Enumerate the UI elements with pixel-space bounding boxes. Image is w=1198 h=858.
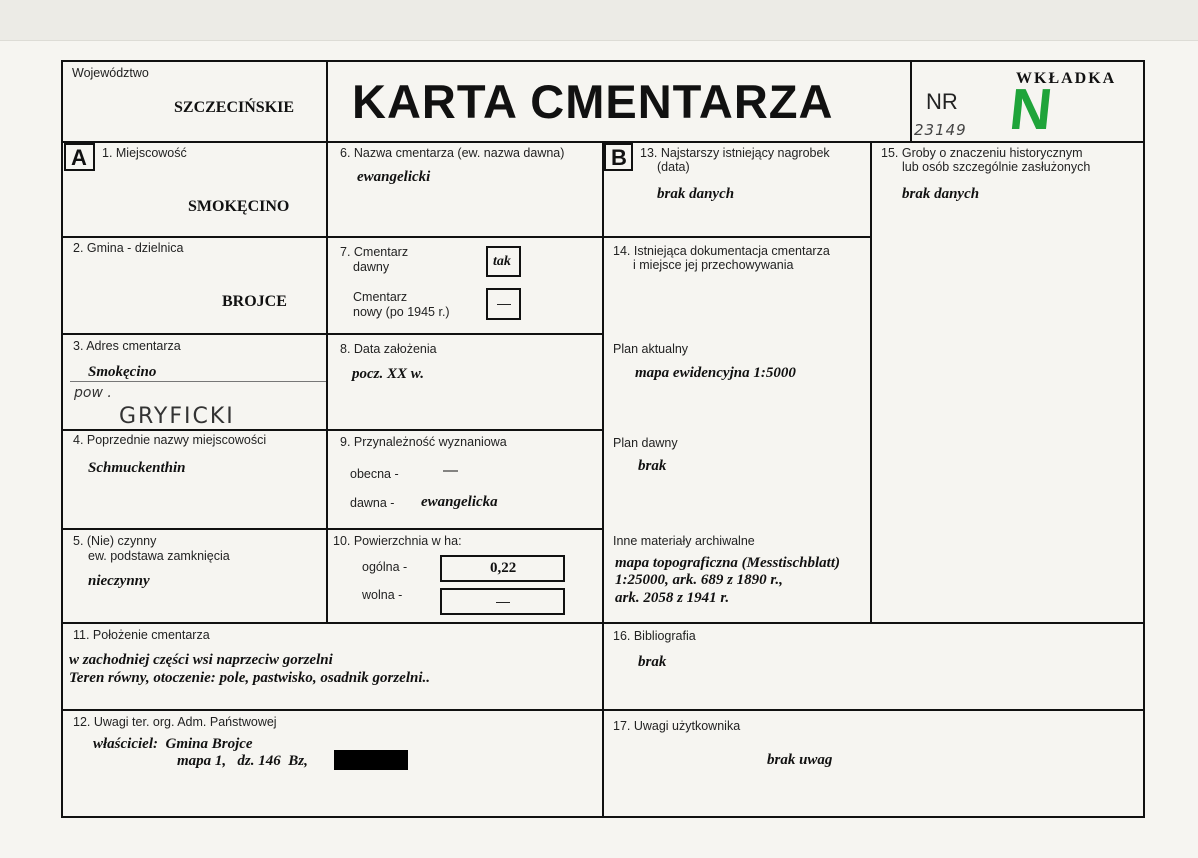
field-15-label: 15. Groby o znaczeniu historycznym <box>881 146 1083 160</box>
field-7-new-box <box>486 288 521 320</box>
field-12-line-2: mapa 1, dz. 146 Bz, <box>177 753 308 769</box>
field-11-line-2: Teren równy, otoczenie: pole, pastwisko, osadnik gorzelni.. <box>69 670 430 686</box>
field-9-former-value: ewangelicka <box>421 494 498 510</box>
redaction-bar <box>334 750 408 770</box>
field-17-label: 17. Uwagi użytkownika <box>613 719 741 733</box>
field-2-label: 2. Gmina - dzielnica <box>73 241 184 255</box>
field-7-old-box <box>486 246 521 277</box>
section-a-marker <box>64 143 95 171</box>
field-9-current-value: — <box>443 462 458 479</box>
section-b-letter: B <box>611 145 627 170</box>
field-10-total-value: 0,22 <box>490 560 517 576</box>
field-10-free-value: — <box>496 593 510 609</box>
field-3-label: 3. Adres cmentarza <box>73 339 181 353</box>
section-a-letter: A <box>71 145 87 170</box>
field-15-value: brak danych <box>902 186 980 202</box>
divider <box>61 333 602 335</box>
field-5-value: nieczynny <box>88 573 150 589</box>
field-1-value: SMOKĘCINO <box>188 198 290 215</box>
field-14-label: 14. Istniejąca dokumentacja cmentarza <box>613 244 830 258</box>
field-14-other-label: Inne materiały archiwalne <box>613 534 755 548</box>
section-b-marker <box>604 143 633 171</box>
insert-label: WKŁADKA <box>1016 70 1117 87</box>
field-13-label: 13. Najstarszy istniejący nagrobek <box>640 146 830 160</box>
field-5-sublabel: ew. podstawa zamknięcia <box>88 549 230 563</box>
field-3-handwritten-district: pow . <box>74 385 112 401</box>
field-7-new-value: — <box>497 295 511 311</box>
field-14-sublabel: i miejsce jej przechowywania <box>633 258 794 272</box>
field-10-total-box <box>440 555 565 582</box>
field-10-total-label: ogólna - <box>362 560 408 574</box>
field-10-label: 10. Powierzchnia w ha: <box>333 534 462 548</box>
field-5-label: 5. (Nie) czynny <box>73 534 157 548</box>
field-6-label: 6. Nazwa cmentarza (ew. nazwa dawna) <box>340 146 565 160</box>
field-13-sublabel: (data) <box>657 160 690 174</box>
field-17-value: brak uwag <box>767 752 833 768</box>
field-16-value: brak <box>638 654 667 670</box>
page-top-band <box>0 0 1198 41</box>
field-4-value: Schmuckenthin <box>88 460 186 476</box>
field-3-value: Smokęcino <box>88 364 157 380</box>
voivodeship-value: SZCZECIŃSKIE <box>174 99 295 116</box>
field-7-new-sublabel: nowy (po 1945 r.) <box>353 305 450 319</box>
field-8-label: 8. Data założenia <box>340 342 437 356</box>
field-13-value: brak danych <box>657 186 735 202</box>
field-7-new-label: Cmentarz <box>353 290 408 304</box>
field-3-handwritten-county: GRYFICKI <box>119 404 235 429</box>
divider <box>61 528 602 530</box>
field-16-label: 16. Bibliografia <box>613 629 696 643</box>
field-12-label: 12. Uwagi ter. org. Adm. Państwowej <box>73 715 277 729</box>
field-2-value: BROJCE <box>222 293 287 310</box>
divider <box>61 429 602 431</box>
field-1-label: 1. Miejscowość <box>102 146 187 160</box>
field-4-label: 4. Poprzednie nazwy miejscowości <box>73 433 267 447</box>
field-10-free-label: wolna - <box>362 588 403 602</box>
field-7-old-value: tak <box>493 254 511 269</box>
nr-label: NR <box>926 89 958 114</box>
divider <box>326 60 328 622</box>
field-9-label: 9. Przynależność wyznaniowa <box>340 435 507 449</box>
divider <box>910 60 912 142</box>
field-14-old-plan-label: Plan dawny <box>613 436 678 450</box>
voivodeship-label: Województwo <box>72 66 149 80</box>
field-14-other-line-3: ark. 2058 z 1941 r. <box>615 590 730 606</box>
field-7-old-label: dawny <box>353 260 390 274</box>
field-10-free-box <box>440 588 565 615</box>
field-14-other-line-2: 1:25000, ark. 689 z 1890 r., <box>615 572 783 588</box>
insert-letter-stamp: N <box>1006 77 1056 142</box>
field-11-label: 11. Położenie cmentarza <box>73 628 210 642</box>
field-8-value: pocz. XX w. <box>352 366 424 382</box>
field-6-value: ewangelicki <box>357 169 431 185</box>
divider <box>602 141 604 818</box>
divider <box>870 141 872 623</box>
field-14-current-plan-label: Plan aktualny <box>613 342 689 356</box>
field-14-current-plan-value: mapa ewidencyjna 1:5000 <box>635 365 796 381</box>
handwritten-number: 23149 <box>914 121 967 139</box>
field-3-underline <box>70 381 326 382</box>
page-title: KARTA CMENTARZA <box>352 75 834 128</box>
field-11-line-1: w zachodniej części wsi naprzeciw gorzelni <box>69 652 333 668</box>
field-15-sublabel: lub osób szczególnie zasłużonych <box>902 160 1091 174</box>
field-7-label: 7. Cmentarz <box>340 245 409 259</box>
field-14-old-plan-value: brak <box>638 458 667 474</box>
field-12-line-1: właściciel: Gmina Brojce <box>93 736 253 752</box>
divider <box>61 236 871 238</box>
field-14-other-line-1: mapa topograficzna (Messtischblatt) <box>615 555 841 571</box>
field-9-current-label: obecna - <box>350 467 399 481</box>
field-9-former-label: dawna - <box>350 496 395 510</box>
